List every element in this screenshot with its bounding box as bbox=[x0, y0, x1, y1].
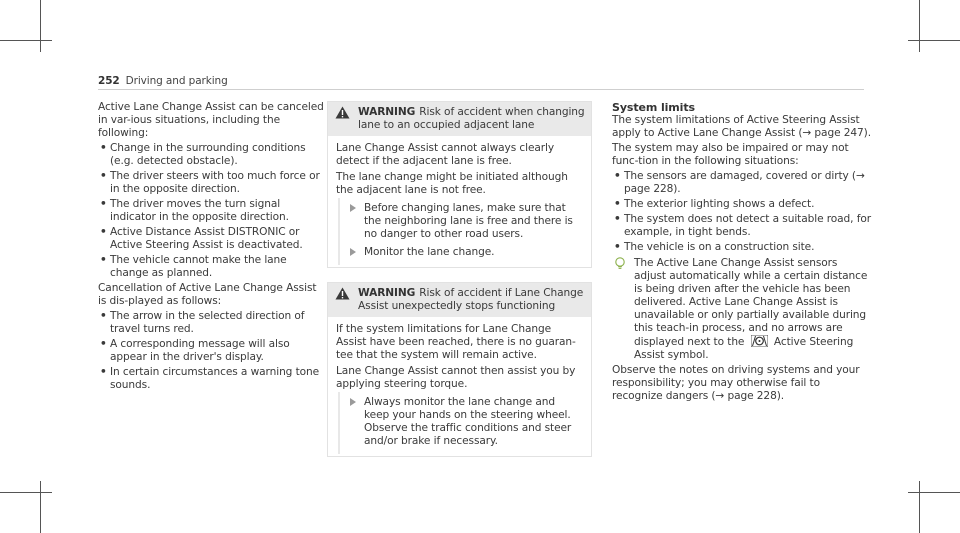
warning-body bbox=[328, 136, 591, 267]
warning-text: Lane Change Assist cannot then assist you by applying steering torque. bbox=[336, 365, 576, 390]
list-item: • The arrow in the selected direction of travel turns red. bbox=[98, 310, 326, 336]
action-step bbox=[336, 202, 583, 241]
page-header bbox=[98, 75, 228, 88]
header-divider bbox=[98, 89, 864, 90]
list-item: • The vehicle is on a construction site. bbox=[612, 241, 872, 254]
list-item: • The driver moves the turn signal indicator in the opposite direction. bbox=[98, 198, 326, 224]
action-text: Always monitor the lane change and keep your hands on the steering wheel. Observe the traffic conditions and steer and/or brake if necessary. bbox=[364, 396, 572, 447]
column-right bbox=[612, 101, 872, 405]
note-text: Active Steering Assist symbol. bbox=[634, 336, 854, 361]
list-item: • Change in the surrounding conditions (e.g. detected obstacle). bbox=[98, 142, 326, 168]
crop-mark bbox=[40, 0, 41, 52]
warning-text: If the system limitations for Lane Change Assist have been reached, there is no guaran-tee that the system will remain active. bbox=[336, 323, 576, 361]
action-step bbox=[336, 396, 583, 448]
crop-mark bbox=[0, 492, 52, 493]
crop-mark bbox=[919, 481, 920, 533]
warning-triangle-icon bbox=[335, 106, 350, 119]
cancel-intro: Active Lane Change Assist can be canceled in var-ious situations, including the following: bbox=[98, 101, 324, 139]
warning-triangle-icon bbox=[335, 287, 350, 300]
warning-header bbox=[328, 283, 591, 317]
limits-list bbox=[612, 170, 872, 254]
action-text: Before changing lanes, make sure that the neighboring lane is free and there is no danger to other road users. bbox=[364, 202, 573, 240]
warning-title: Risk of accident if Lane Change Assist unexpectedly stops functioning bbox=[358, 287, 584, 312]
section-heading: System limits bbox=[612, 101, 695, 114]
crop-mark bbox=[0, 40, 52, 41]
cancellation-display-list bbox=[98, 310, 326, 392]
action-arrow-icon bbox=[338, 392, 340, 454]
crop-mark bbox=[908, 492, 960, 493]
system-limits-text: The system may also be impaired or may not func-tion in the following situations: bbox=[612, 142, 849, 167]
list-item: • The system does not detect a suitable road, for example, in tight bends. bbox=[612, 213, 872, 239]
action-arrow-icon bbox=[338, 198, 340, 247]
column-left bbox=[98, 101, 326, 394]
warning-title: Risk of accident when changing lane to an occupied adjacent lane bbox=[358, 106, 585, 131]
list-item: • Active Distance Assist DISTRONIC or Active Steering Assist is deactivated. bbox=[98, 226, 326, 252]
cancel-situations-list bbox=[98, 142, 326, 280]
action-arrow-icon bbox=[338, 242, 340, 265]
warning-text: The lane change might be initiated although the adjacent lane is not free. bbox=[336, 171, 568, 196]
page-number: 252 bbox=[98, 75, 120, 87]
action-text: Monitor the lane change. bbox=[364, 246, 495, 258]
list-item: • The exterior lighting shows a defect. bbox=[612, 198, 872, 211]
info-note-icon bbox=[614, 257, 626, 270]
list-item: • A corresponding message will also appear in the driver's display. bbox=[98, 338, 326, 364]
column-middle bbox=[327, 101, 592, 471]
section-title: Driving and parking bbox=[125, 75, 228, 87]
action-step bbox=[336, 246, 583, 259]
warning-label: WARNING bbox=[358, 287, 416, 299]
warning-box-occupied-lane bbox=[327, 101, 592, 268]
warning-text: Lane Change Assist cannot always clearly detect if the adjacent lane is free. bbox=[336, 142, 555, 167]
list-item: • The vehicle cannot make the lane change as planned. bbox=[98, 254, 326, 280]
list-item: • The sensors are damaged, covered or dirty (→ page 228). bbox=[612, 170, 872, 196]
system-limits-text: The system limitations of Active Steering Assist apply to Active Lane Change Assist (→ page 247). bbox=[612, 114, 871, 139]
crop-mark bbox=[40, 481, 41, 533]
crop-mark bbox=[919, 0, 920, 52]
note-text: The Active Lane Change Assist sensors adjust automatically while a certain distance is being driven after the vehicle has been delivered. Active Lane Change Assist is unavailable or only partially available during this teach-in process, and no arrows are displayed next to the bbox=[634, 257, 868, 348]
closing-text: Observe the notes on driving systems and your responsibility; you may otherwise fail to recognize dangers (→ page 228). bbox=[612, 364, 860, 402]
crop-mark bbox=[908, 40, 960, 41]
active-steering-assist-icon bbox=[751, 335, 768, 347]
warning-box-stops-functioning bbox=[327, 282, 592, 457]
cancellation-display-intro: Cancellation of Active Lane Change Assist is dis-played as follows: bbox=[98, 282, 317, 307]
info-note bbox=[612, 257, 872, 362]
list-item: • In certain circumstances a warning tone sounds. bbox=[98, 366, 326, 392]
warning-label: WARNING bbox=[358, 106, 416, 118]
list-item: • The driver steers with too much force or in the opposite direction. bbox=[98, 170, 326, 196]
warning-body bbox=[328, 317, 591, 456]
warning-header bbox=[328, 102, 591, 136]
